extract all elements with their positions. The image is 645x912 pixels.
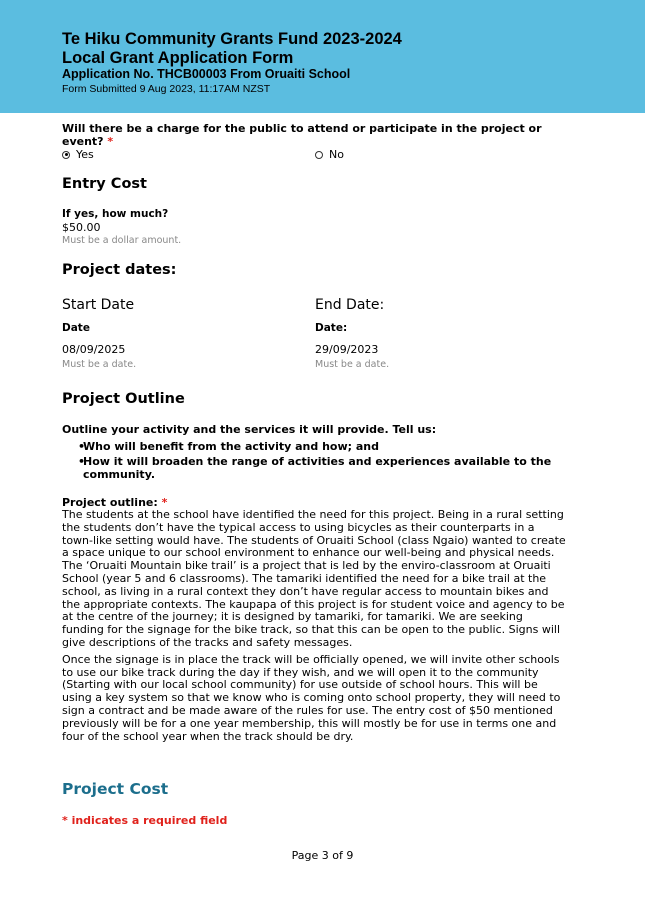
- start-date-value: 08/09/2025: [62, 343, 126, 356]
- entry-cost-hint: Must be a dollar amount.: [62, 235, 182, 246]
- entry-cost-label: If yes, how much?: [62, 208, 169, 220]
- project-cost-heading: Project Cost: [62, 780, 169, 798]
- end-date-hint: Must be a date.: [315, 359, 390, 370]
- required-mark: *: [107, 135, 114, 148]
- application-number: Application No. THCB00003 From Oruaiti School: [62, 67, 351, 81]
- required-mark: *: [161, 496, 168, 509]
- radio-option-yes[interactable]: Yes: [62, 148, 94, 161]
- project-outline-heading: Project Outline: [62, 391, 185, 407]
- start-date-label: Date: [62, 322, 90, 334]
- submitted-date: Form Submitted 9 Aug 2023, 11:17AM NZST: [62, 83, 271, 95]
- start-date-hint: Must be a date.: [62, 359, 137, 370]
- charge-question-label: Will there be a charge for the public to attend or participate in the project or event? *: [62, 122, 542, 148]
- required-field-note: * indicates a required field: [62, 814, 228, 827]
- radio-option-no[interactable]: No: [315, 148, 344, 161]
- end-date-title: End Date:: [315, 297, 385, 313]
- end-date-label: Date:: [315, 322, 348, 334]
- radio-selected-icon[interactable]: [62, 151, 70, 159]
- list-item: • How it will broaden the range of activities and experiences available to the community.: [78, 455, 552, 481]
- project-outline-field-label: Project outline: *: [62, 496, 168, 509]
- project-outline-text: [62, 509, 567, 747]
- entry-cost-heading: Entry Cost: [62, 176, 147, 192]
- entry-cost-value: $50.00: [62, 221, 101, 234]
- bullet-icon: •: [78, 455, 86, 468]
- outline-bullet-list: [62, 440, 562, 483]
- page-number: Page 3 of 9: [291, 849, 354, 862]
- form-subtitle: Local Grant Application Form: [62, 49, 294, 67]
- outline-paragraph: Once the signage is in place the track will be officially opened, we will invite other schools to use our bike track during the day if they wish, and we will open it to the community (Starting with our local school community) for use outside of school hours. This will be using a key system so that we know who is coming onto school property, they will need to sign a contract and be made aware of the rules for use. The entry cost of $50 mentioned previously will be for a one year membership, this will mostly be for use in terms one and four of the school year when the track should be dry.: [62, 652, 561, 743]
- list-item: • Who will benefit from the activity and how; and: [78, 440, 379, 453]
- bullet-icon: •: [78, 440, 86, 453]
- form-header: [0, 0, 645, 113]
- outline-instruction: Outline your activity and the services it will provide. Tell us:: [62, 423, 437, 436]
- outline-paragraph: The students at the school have identified the need for this project. Being in a rural setting the students don’t have the typical access to using bicycles as their counterparts in a town-like setting would have. The students of Oruaiti School (class Ngaio) wanted to create a space unique to our school environment to enhance our well-being and physical needs. The ‘Oruaiti Mountain bike trail’ is a project that is led by the enviro-classroom at Oruaiti School (year 5 and 6 classrooms). The tamariki identified the need for a bike trail at the school, as living in a rural context they don’t have regular access to mountain bikes and the appropriate contexts. The kaupapa of this project is for student voice and agency to be at the centre of the journey; it is designed by tamariki, for tamariki. We are seeking funding for the signage for the bike track, so that this can be open to the public. Signs will give descriptions of the tracks and safety messages.: [62, 508, 566, 649]
- end-date-value: 29/09/2023: [315, 343, 379, 356]
- form-title: Te Hiku Community Grants Fund 2023-2024: [62, 30, 402, 48]
- project-dates-heading: Project dates:: [62, 262, 177, 278]
- start-date-title: Start Date: [62, 297, 135, 313]
- radio-unselected-icon[interactable]: [315, 151, 323, 159]
